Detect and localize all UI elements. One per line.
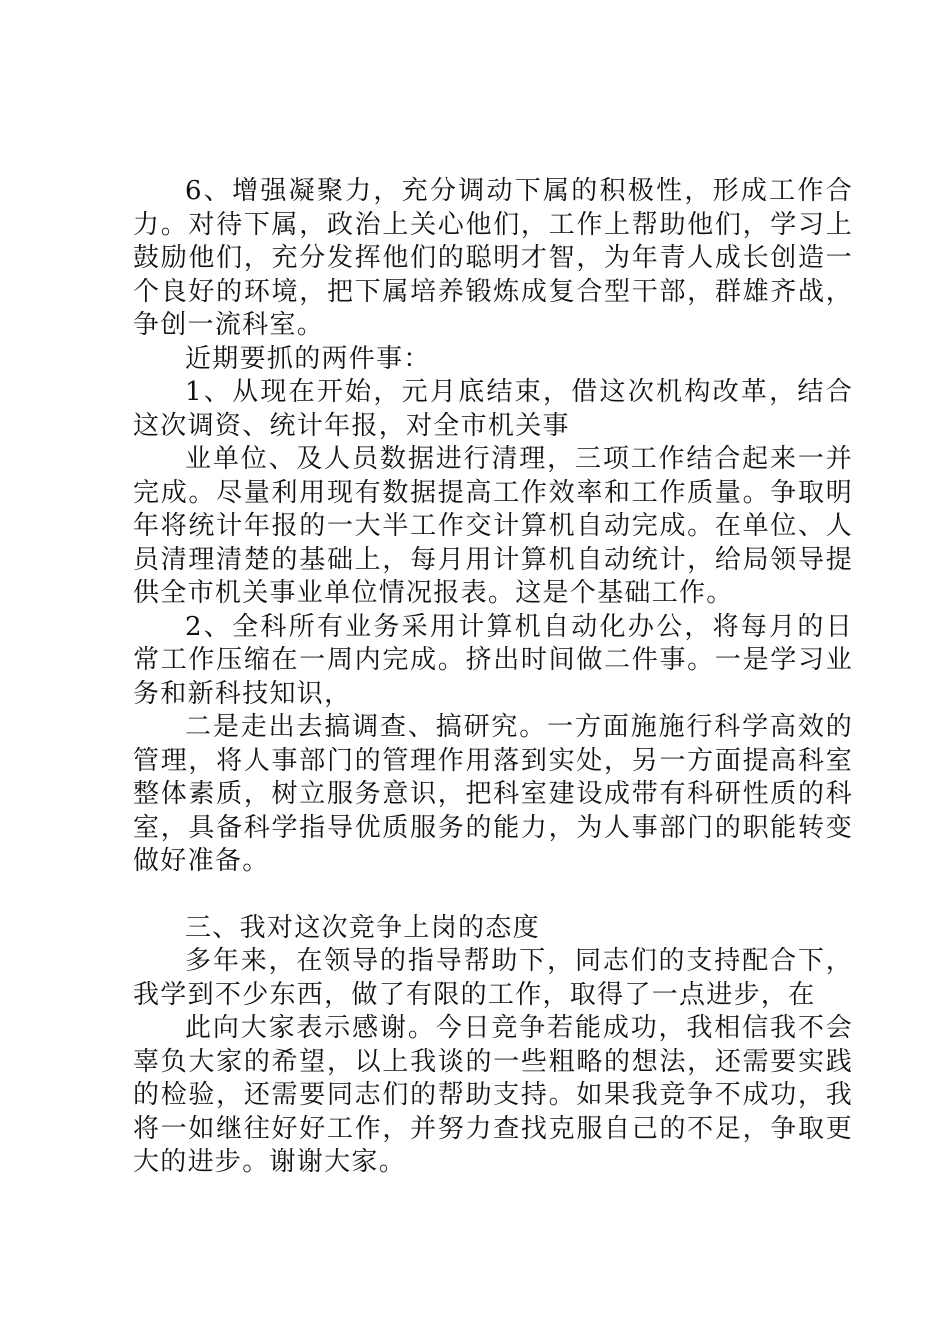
paragraph-task-2-start: 2、全科所有业务采用计算机自动化办公，将每月的日常工作压缩在一周内完成。挤出时间做二件事。一是学习业务和新科技知识， bbox=[133, 611, 853, 709]
paragraph-task-2-continued: 二是走出去搞调查、搞研究。一方面施施行科学高效的管理，将人事部门的管理作用落到实处，另一方面提高科室整体素质，树立服务意识，把科室建设成带有科研性质的科室，具备科学指导优质服务的能力，为人事部门的职能转变做好准备。 bbox=[133, 712, 853, 876]
paragraph-gratitude-start: 多年来，在领导的指导帮助下，同志们的支持配合下，我学到不少东西，做了有限的工作，取得了一点进步，在 bbox=[133, 946, 853, 1010]
paragraph-spacer bbox=[133, 879, 853, 912]
section-heading-attitude: 三、我对这次竞争上岗的态度 bbox=[185, 912, 540, 943]
paragraph-task-1-start: 1、从现在开始，元月底结束，借这次机构改革，结合这次调资、统计年报，对全市机关事 bbox=[133, 377, 853, 441]
paragraph-item-6: 6、增强凝聚力，充分调动下属的积极性，形成工作合力。对待下属，政治上关心他们，工作上帮助他们，学习上鼓励他们，充分发挥他们的聪明才智，为年青人成长创造一个良好的环境，把下属培养锻炼成复合型干部，群雄齐战，争创一流科室。 bbox=[133, 176, 853, 340]
paragraph-gratitude-continued: 此向大家表示感谢。今日竞争若能成功，我相信我不会辜负大家的希望，以上我谈的一些粗略的想法，还需要实践的检验，还需要同志们的帮助支持。如果我竞争不成功，我将一如继往好好工作，并努力查找克服自己的不足，争取更大的进步。谢谢大家。 bbox=[133, 1013, 853, 1177]
paragraph-recent-tasks-heading: 近期要抓的两件事： bbox=[185, 343, 431, 374]
paragraph-task-1-continued: 业单位、及人员数据进行清理，三项工作结合起来一并完成。尽量利用现有数据提高工作效率和工作质量。争取明年将统计年报的一大半工作交计算机自动完成。在单位、人员清理清楚的基础上，每月用计算机自动统计，给局领导提供全市机关事业单位情况报表。这是个基础工作。 bbox=[133, 444, 853, 608]
document-body bbox=[133, 175, 853, 1180]
